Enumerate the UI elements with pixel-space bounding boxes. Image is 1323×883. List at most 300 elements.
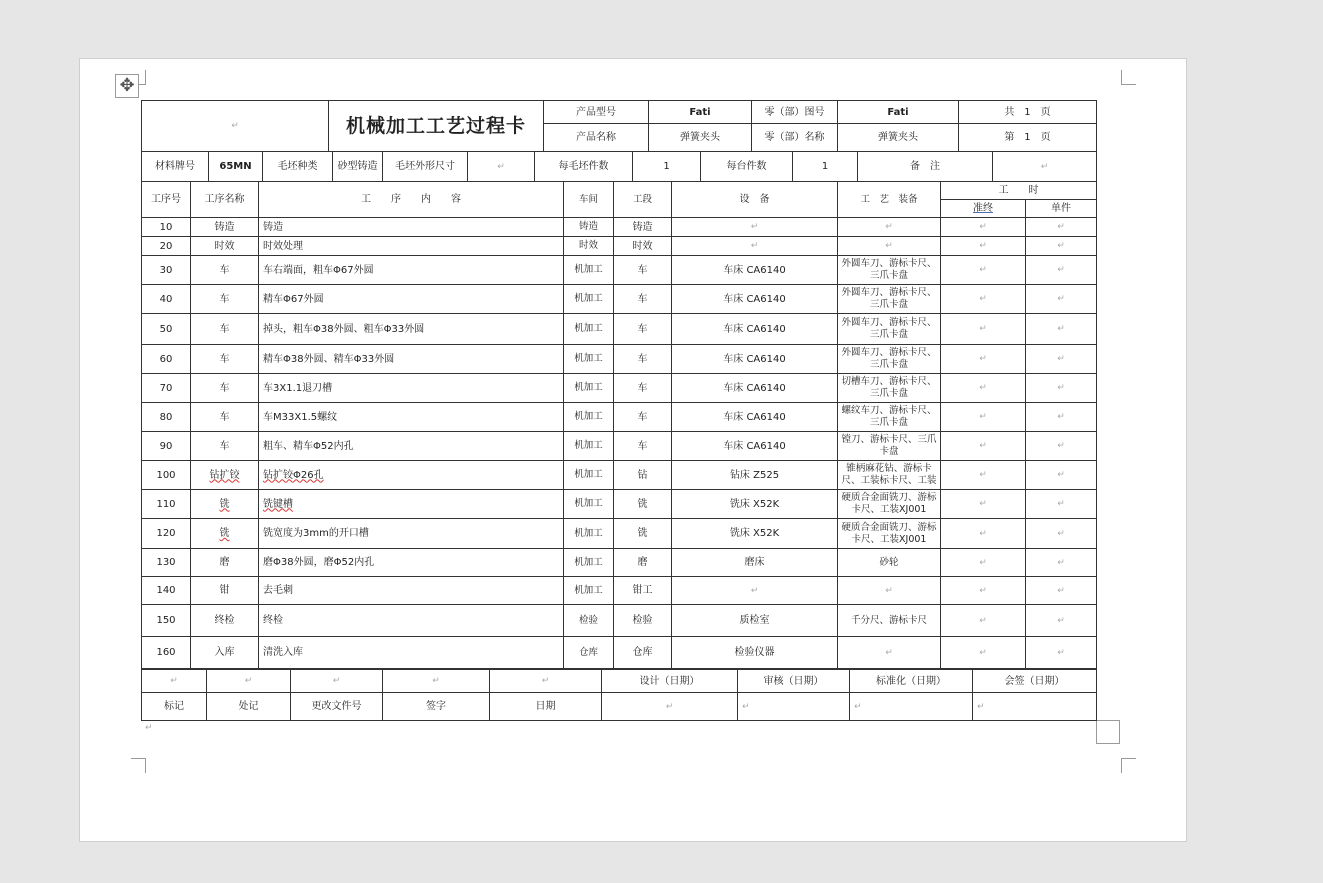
step-no-text: 60 [159,353,173,365]
blank-type-value[interactable]: 砂型铸造 [333,152,383,182]
equipment-text: 车床 CA6140 [723,440,786,452]
unit-time-cell[interactable] [1026,285,1097,314]
step-name-cell[interactable] [191,314,259,345]
blank-size-value[interactable]: ↵ [468,152,535,182]
section-text: 钳工 [632,585,653,596]
equipment-cell[interactable] [672,285,838,314]
review-label: 审核（日期） [738,670,850,693]
step-name-cell[interactable] [191,374,259,403]
step-name-text: 车 [219,440,230,452]
step-name-cell[interactable] [191,432,259,461]
product-model-label: 产品型号 [544,101,649,124]
tooling-text: 外圆车刀、游标卡尺、三爪卡盘 [841,287,937,310]
paragraph-mark: ↵ [979,499,987,509]
step-no-cell[interactable] [142,549,191,577]
step-name-cell[interactable] [191,519,259,549]
step-content-cell[interactable] [259,519,564,549]
step-name-text: 终检 [214,615,235,626]
col-step-no: 工序号 [142,182,191,218]
prep-time-cell[interactable] [941,345,1026,374]
countersign-value[interactable]: ↵ [973,693,1097,721]
process-row [142,256,1097,285]
tooling-cell[interactable] [838,285,941,314]
section-text: 车 [637,353,648,365]
sig-blank-2[interactable]: ↵ [207,670,291,693]
equipment-cell[interactable] [672,490,838,519]
signature-label: 签字 [383,693,490,721]
prep-time-cell[interactable] [941,218,1026,237]
paragraph-mark: ↵ [750,241,759,251]
step-no-cell[interactable] [142,314,191,345]
step-no-cell[interactable] [142,577,191,605]
unit-time-cell[interactable] [1026,490,1097,519]
step-no-cell[interactable] [142,237,191,256]
equipment-cell[interactable] [672,549,838,577]
step-content-cell[interactable] [259,345,564,374]
workshop-text: 机加工 [574,411,603,422]
col-content: 工 序 内 容 [259,182,564,218]
workshop-cell[interactable] [564,577,614,605]
step-content-text: 磨Φ38外圆，磨Φ52内孔 [263,557,375,568]
section-text: 仓库 [632,647,653,658]
equipment-cell[interactable] [672,519,838,549]
page-number: 第 1 页 [959,124,1097,152]
unit-time-cell[interactable] [1026,461,1097,490]
tooling-text: 镗刀、游标卡尺、三爪卡盘 [841,434,937,457]
step-no-cell[interactable] [142,490,191,519]
step-no-text: 110 [156,498,176,510]
prep-time-cell[interactable] [941,314,1026,345]
tooling-cell[interactable] [838,577,941,605]
mark-label: 标记 [142,693,207,721]
paragraph-mark: ↵ [1057,412,1065,422]
paragraph-mark: ↵ [1057,441,1065,451]
step-no-text: 10 [159,221,173,233]
section-cell[interactable] [614,256,672,285]
section-cell[interactable] [614,637,672,669]
step-name-cell[interactable] [191,637,259,669]
step-content-cell[interactable] [259,461,564,490]
paragraph-mark: ↵ [1057,383,1065,393]
material-table [141,151,1097,182]
step-content-cell[interactable] [259,237,564,256]
workshop-cell[interactable] [564,285,614,314]
tooling-text: 锥柄麻花钻、游标卡尺、工装标卡尺、工装 [841,463,937,486]
remark-label: 备 注 [858,152,993,182]
tooling-text: 千分尺、游标卡尺 [850,614,927,626]
prep-time-cell[interactable] [941,637,1026,669]
step-name-text: 车 [219,264,230,276]
workshop-cell[interactable] [564,605,614,637]
tooling-cell[interactable] [838,519,941,549]
section-cell[interactable] [614,549,672,577]
section-text: 钻 [637,469,648,481]
step-content-text: 精车Φ67外圆 [263,293,324,305]
unit-time-cell[interactable] [1026,637,1097,669]
step-no-cell[interactable] [142,218,191,237]
process-row [142,577,1097,605]
paragraph-mark: ↵ [979,324,987,334]
workshop-text: 机加工 [574,323,603,334]
col-unit-time: 单件 [1026,200,1097,218]
step-name-cell[interactable] [191,256,259,285]
section-text: 车 [637,323,648,335]
equipment-cell[interactable] [672,605,838,637]
step-name-text: 入库 [214,647,235,658]
step-no-cell[interactable] [142,519,191,549]
workshop-cell[interactable] [564,432,614,461]
step-name-text: 车 [219,382,230,394]
workshop-cell[interactable] [564,256,614,285]
section-cell[interactable] [614,237,672,256]
paragraph-mark: ↵ [1057,585,1065,596]
step-name-text: 车 [219,353,230,365]
process-table [141,181,1097,669]
workshop-cell[interactable] [564,345,614,374]
process-row [142,637,1097,669]
col-tooling: 工 艺 装备 [838,182,941,218]
step-content-text: 精车Φ38外圆、精车Φ33外圆 [263,353,395,365]
process-row [142,461,1097,490]
col-time: 工 时 [941,182,1097,200]
design-label: 设计（日期） [602,670,738,693]
workshop-cell[interactable] [564,490,614,519]
section-cell[interactable] [614,432,672,461]
paragraph-mark: ↵ [145,723,153,733]
step-no-text: 70 [159,382,173,394]
step-no-cell[interactable] [142,461,191,490]
tooling-text: 硬质合金面铣刀、游标卡尺、工装XJ001 [841,521,937,545]
section-cell[interactable] [614,374,672,403]
prep-time-cell[interactable] [941,461,1026,490]
tooling-cell[interactable] [838,374,941,403]
paragraph-mark: ↵ [979,241,987,251]
step-no-cell[interactable] [142,285,191,314]
change-doc-label: 更改文件号 [291,693,383,721]
prep-time-cell[interactable] [941,237,1026,256]
unit-time-cell[interactable] [1026,218,1097,237]
prep-time-cell[interactable] [941,374,1026,403]
prep-time-cell[interactable] [941,605,1026,637]
tooling-cell[interactable] [838,605,941,637]
step-no-text: 90 [159,440,173,452]
step-content-cell[interactable] [259,637,564,669]
paragraph-mark: ↵ [979,470,987,480]
prep-time-cell[interactable] [941,490,1026,519]
equipment-cell[interactable] [672,256,838,285]
col-workshop: 车间 [564,182,614,218]
equipment-text: 检验仪器 [734,647,775,658]
workshop-text: 机加工 [574,469,603,480]
equipment-cell[interactable] [672,637,838,669]
equipment-cell[interactable] [672,345,838,374]
paragraph-mark: ↵ [885,241,893,251]
equipment-cell[interactable] [672,218,838,237]
section-cell[interactable] [614,519,672,549]
section-cell[interactable] [614,577,672,605]
workshop-text: 铸造 [578,221,598,232]
workshop-text: 机加工 [574,440,603,451]
equipment-cell[interactable] [672,237,838,256]
equipment-text: 铣床 X52K [729,498,780,510]
prep-time-cell[interactable] [941,519,1026,549]
product-name-value[interactable]: 弹簧夹头 [649,124,752,152]
step-content-cell[interactable] [259,285,564,314]
tooling-cell[interactable] [838,218,941,237]
equipment-cell[interactable] [672,403,838,432]
section-text: 车 [637,411,648,423]
paragraph-mark: ↵ [1057,470,1065,480]
sig-blank-5[interactable]: ↵ [490,670,602,693]
remark-value[interactable]: ↵ [993,152,1097,182]
step-content-cell[interactable] [259,218,564,237]
section-text: 铣 [637,498,648,510]
unit-time-cell[interactable] [1026,403,1097,432]
paragraph-mark: ↵ [979,412,987,422]
paragraph-mark: ↵ [979,383,987,393]
step-no-text: 80 [159,411,173,423]
equipment-text: 钻床 Z525 [729,469,780,481]
section-cell[interactable] [614,403,672,432]
step-content-text: 钻扩铰Φ26孔 [263,469,324,481]
paragraph-mark: ↵ [1057,265,1065,275]
step-no-cell[interactable] [142,432,191,461]
standardization-label: 标准化（日期） [850,670,973,693]
prep-time-cell[interactable] [941,549,1026,577]
step-name-text: 铸造 [214,221,235,233]
workshop-cell[interactable] [564,519,614,549]
step-name-text: 钳 [219,585,230,596]
step-no-cell[interactable] [142,605,191,637]
equipment-text: 质检室 [739,615,770,626]
step-content-cell[interactable] [259,577,564,605]
section-text: 铣 [637,528,648,539]
step-no-text: 50 [159,323,173,335]
unit-time-cell[interactable] [1026,374,1097,403]
workshop-text: 机加工 [574,264,603,275]
design-value[interactable]: ↵ [602,693,738,721]
step-name-cell[interactable] [191,403,259,432]
paragraph-mark: ↵ [979,222,987,232]
unit-time-cell[interactable] [1026,519,1097,549]
sig-blank-3[interactable]: ↵ [291,670,383,693]
header-blank-cell[interactable]: ↵ [142,101,329,152]
process-row [142,432,1097,461]
equipment-text: 车床 CA6140 [723,323,786,335]
corner-mark-bottom-right [1121,758,1136,773]
material-label: 材料牌号 [142,152,209,182]
step-no-text: 140 [156,585,176,596]
step-name-text: 车 [219,293,230,305]
corner-mark-bottom-left [131,758,146,773]
process-row [142,490,1097,519]
equipment-cell[interactable] [672,314,838,345]
step-content-cell[interactable] [259,256,564,285]
unit-time-cell[interactable] [1026,577,1097,605]
paragraph-mark: ↵ [1057,354,1065,364]
section-cell[interactable] [614,490,672,519]
tooling-cell[interactable] [838,314,941,345]
place-label: 处记 [207,693,291,721]
step-content-cell[interactable] [259,432,564,461]
step-name-text: 钻扩铰 [209,469,240,481]
product-model-value[interactable]: Fati [649,101,752,124]
section-cell[interactable] [614,605,672,637]
tooling-cell[interactable] [838,490,941,519]
step-content-cell[interactable] [259,605,564,637]
step-no-cell[interactable] [142,637,191,669]
equipment-cell[interactable] [672,577,838,605]
step-name-cell[interactable] [191,237,259,256]
step-content-cell[interactable] [259,314,564,345]
process-row [142,549,1097,577]
paragraph-mark: ↵ [979,615,987,626]
prep-time-cell[interactable] [941,577,1026,605]
step-content-cell[interactable] [259,374,564,403]
step-name-cell[interactable] [191,285,259,314]
sig-blank-1[interactable]: ↵ [142,670,207,693]
tooling-text: 硬质合金面铣刀、游标卡尺、工装XJ001 [841,492,937,515]
equipment-cell[interactable] [672,374,838,403]
unit-time-cell[interactable] [1026,256,1097,285]
unit-time-cell[interactable] [1026,605,1097,637]
sig-blank-4[interactable]: ↵ [383,670,490,693]
step-name-cell[interactable] [191,605,259,637]
workshop-cell[interactable] [564,637,614,669]
unit-time-cell[interactable] [1026,237,1097,256]
paragraph-mark: ↵ [750,585,759,596]
workshop-cell[interactable] [564,461,614,490]
step-no-cell[interactable] [142,256,191,285]
tooling-cell[interactable] [838,637,941,669]
col-prep-time: 准终 [941,200,1026,218]
standardization-value[interactable]: ↵ [850,693,973,721]
part-drawing-label: 零（部）图号 [752,101,838,124]
step-name-cell[interactable] [191,577,259,605]
step-content-cell[interactable] [259,549,564,577]
part-drawing-value[interactable]: Fati [838,101,959,124]
workshop-cell[interactable] [564,549,614,577]
prep-time-cell[interactable] [941,432,1026,461]
unit-time-cell[interactable] [1026,549,1097,577]
section-cell[interactable] [614,461,672,490]
per-unit-value[interactable]: 1 [793,152,858,182]
paragraph-mark: ↵ [979,528,987,539]
section-cell[interactable] [614,345,672,374]
part-name-value[interactable]: 弹簧夹头 [838,124,959,152]
workshop-text: 机加工 [574,498,603,509]
step-name-text: 磨 [219,557,230,568]
step-content-cell[interactable] [259,403,564,432]
section-text: 车 [637,440,648,452]
equipment-text: 车床 CA6140 [723,353,786,365]
workshop-text: 仓库 [578,646,598,658]
section-text: 铸造 [632,221,653,233]
paragraph-mark: ↵ [979,441,987,451]
step-name-cell[interactable] [191,345,259,374]
unit-time-cell[interactable] [1026,432,1097,461]
process-row [142,218,1097,237]
workshop-cell[interactable] [564,218,614,237]
material-value[interactable]: 65MN [209,152,263,182]
unit-time-cell[interactable] [1026,314,1097,345]
section-text: 检验 [632,615,653,626]
countersign-label: 会签（日期） [973,670,1097,693]
workshop-cell[interactable] [564,314,614,345]
step-name-cell[interactable] [191,549,259,577]
equipment-text: 车床 CA6140 [723,411,786,423]
tooling-cell[interactable] [838,256,941,285]
step-name-cell[interactable] [191,461,259,490]
tooling-cell[interactable] [838,432,941,461]
step-content-text: 铣宽度为3mm的开口槽 [263,528,369,539]
per-blank-value[interactable]: 1 [633,152,701,182]
step-content-text: 去毛刺 [263,585,293,596]
step-no-text: 160 [156,647,176,658]
blank-size-label: 毛坯外形尺寸 [383,152,468,182]
step-name-cell[interactable] [191,490,259,519]
workshop-cell[interactable] [564,403,614,432]
section-cell[interactable] [614,285,672,314]
workshop-text: 机加工 [574,293,603,304]
signature-table [141,669,1097,721]
step-name-text: 铣 [219,498,230,510]
step-no-text: 150 [156,615,176,626]
tooling-text: 切槽车刀、游标卡尺、三爪卡盘 [841,376,937,399]
workshop-cell[interactable] [564,237,614,256]
step-content-text: 终检 [263,615,283,626]
section-cell[interactable] [614,314,672,345]
paragraph-mark: ↵ [979,265,987,275]
table-resize-handle[interactable] [1096,720,1120,744]
tooling-cell[interactable] [838,403,941,432]
section-text: 磨 [637,557,648,568]
header-table [141,100,1097,152]
process-row [142,345,1097,374]
paragraph-mark: ↵ [979,557,987,568]
section-cell[interactable] [614,218,672,237]
part-name-label: 零（部）名称 [752,124,838,152]
tooling-cell[interactable] [838,549,941,577]
equipment-cell[interactable] [672,432,838,461]
step-no-text: 120 [156,528,176,539]
tooling-cell[interactable] [838,237,941,256]
table-move-handle-icon[interactable]: ✥ [115,74,139,98]
step-content-cell[interactable] [259,490,564,519]
workshop-text: 机加工 [574,584,603,596]
step-no-cell[interactable] [142,403,191,432]
step-name-cell[interactable] [191,218,259,237]
tooling-cell[interactable] [838,461,941,490]
workshop-text: 检验 [578,614,598,626]
equipment-text: 车床 CA6140 [723,293,786,305]
col-section: 工段 [614,182,672,218]
step-no-cell[interactable] [142,374,191,403]
step-no-text: 100 [156,469,176,481]
tooling-cell[interactable] [838,345,941,374]
prep-time-cell[interactable] [941,256,1026,285]
equipment-cell[interactable] [672,461,838,490]
workshop-text: 机加工 [574,353,603,364]
unit-time-cell[interactable] [1026,345,1097,374]
corner-mark-top-right [1121,70,1136,85]
prep-time-cell[interactable] [941,285,1026,314]
review-value[interactable]: ↵ [738,693,850,721]
workshop-text: 机加工 [574,382,603,393]
workshop-cell[interactable] [564,374,614,403]
step-no-cell[interactable] [142,345,191,374]
prep-time-cell[interactable] [941,403,1026,432]
